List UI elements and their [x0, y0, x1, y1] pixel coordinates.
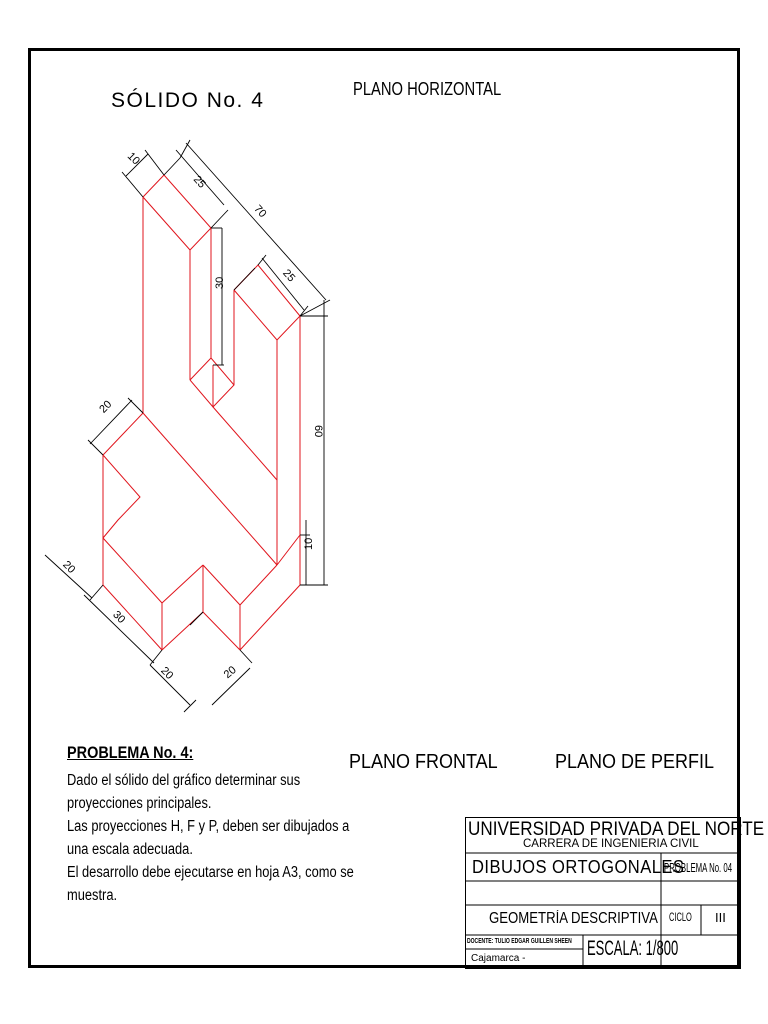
dim-top-depth: 25	[190, 173, 208, 191]
dim-overall-length: 70	[251, 202, 269, 221]
ciclo-label: CICLO	[669, 912, 692, 924]
problem-line: El desarrollo debe ejecutarse en hoja A3, como se	[67, 864, 354, 881]
title-block	[465, 817, 765, 969]
problem-number: PROBLEMA No. 04	[664, 860, 733, 875]
dim-left-step: 20	[97, 398, 115, 416]
subject-name: DIBUJOS ORTOGONALES	[472, 857, 685, 877]
problem-line: Las proyecciones H, F y P, deben ser dibujados a	[67, 818, 350, 835]
problem-line: proyecciones principales.	[67, 795, 212, 812]
dim-notch-width: 20	[158, 664, 176, 682]
scale-label: ESCALA: 1/800	[587, 937, 679, 960]
city-label: Cajamarca -	[471, 953, 526, 964]
dim-base-front: 30	[110, 608, 128, 626]
dim-right-block-depth: 25	[280, 267, 298, 285]
problem-line: muestra.	[67, 887, 118, 904]
plano-frontal-label: PLANO FRONTAL	[349, 751, 498, 773]
dim-top-width: 10	[124, 150, 142, 168]
dim-total-height: 60	[312, 425, 324, 438]
drawing-sheet	[28, 48, 765, 968]
dim-base-height: 10	[303, 537, 315, 550]
plano-horizontal-label: PLANO HORIZONTAL	[353, 79, 502, 99]
teacher-name: DOCENTE: TULIO EDGAR GUILLEN SHEEN	[467, 938, 572, 945]
course-name: GEOMETRÍA DESCRIPTIVA	[489, 910, 658, 927]
career-name: CARRERA DE INGENIERIA CIVIL	[523, 838, 699, 850]
solid-edges	[103, 175, 300, 650]
dim-slot-height: 30	[214, 276, 226, 289]
dim-right-offset: 20	[221, 663, 239, 682]
solid-title: SÓLIDO No. 4	[111, 89, 265, 112]
dim-base-left: 20	[60, 558, 78, 576]
problem-line: Dado el sólido del gráfico determinar sus	[67, 772, 301, 789]
plano-perfil-label: PLANO DE PERFIL	[555, 751, 715, 773]
university-name: UNIVERSIDAD PRIVADA DEL NORTE	[468, 819, 765, 840]
problem-title: PROBLEMA No. 4:	[67, 743, 194, 762]
ciclo-value: III	[715, 910, 726, 925]
problem-line: una escala adecuada.	[67, 841, 193, 858]
